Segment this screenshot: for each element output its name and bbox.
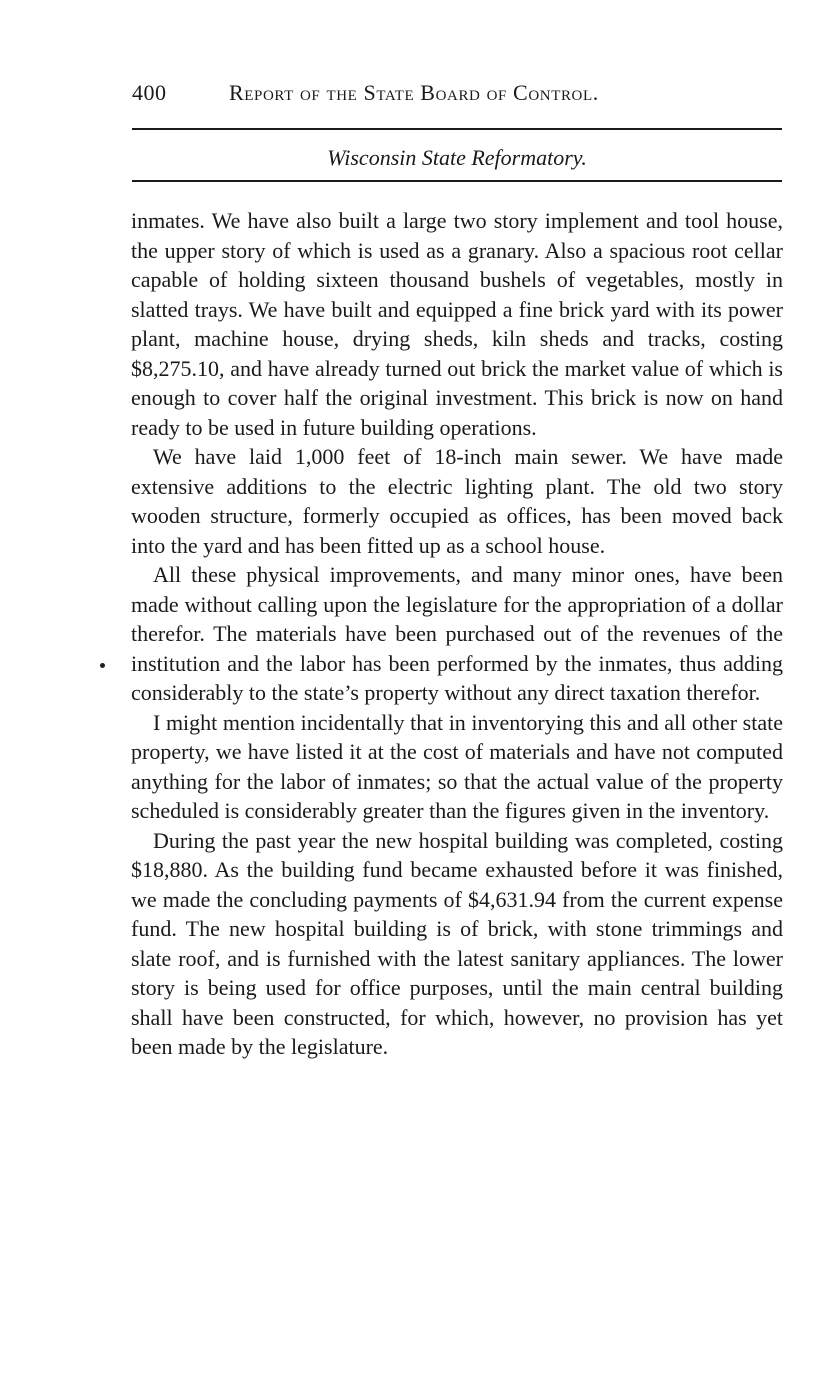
header-rule-bottom [132,180,782,182]
paragraph-hospital: During the past year the new hospital building was completed, costing $18,880. As the building fund became exhausted before it was finished, we made the concluding payments of $4,631.94 from the current expense fund. The new hospital building is of brick, with stone trimmings and slate roof, and is furnished with the latest sanitary appliances. The lower story is being used for office purposes, until the main central building shall have been constructed, for which, however, no provision has yet been made by the legislature. [131,827,783,1059]
section-subhead: Wisconsin State Reformatory. [327,145,587,170]
paragraph-continuation: inmates. We have also built a large two story implement and tool house, the upper story of which is used as a granary. Also a spacious root cellar capable of holding sixteen thousand bushels of vegetables, mostly in slatted trays. We have built and equipped a fine brick yard with its power plant, machine house, drying sheds, kiln sheds and tracks, costing $8,275.10, and have already turned out brick the market value of which is enough to cover half the original investment. This brick is now on hand ready to be used in future building operations. [131,208,783,440]
paragraph-inventory: I might mention incidentally that in inventorying this and all other state property, we have listed it at the cost of materials and have not computed anything for the labor of inmates; so that the actual value of the property scheduled is considerably greater than the figures given in the inventory. [131,709,783,823]
page-number: 400 [132,80,167,105]
running-title: Report of the State Board of Control. [229,80,599,105]
body-text [131,206,783,1062]
margin-dot [100,663,105,668]
page-header [132,76,782,110]
header-rule-top [132,128,782,130]
paragraph-sewer: We have laid 1,000 feet of 18-inch main sewer. We have made extensive additions to the electric lighting plant. The old two story wooden structure, formerly occupied as offices, has been moved back into the yard and has been fitted up as a school house. [131,444,783,558]
paragraph-improvements: All these physical improvements, and many minor ones, have been made without calling upon the legislature for the appropriation of a dollar therefor. The materials have been purchased out of the revenues of the institution and the labor has been performed by the inmates, thus adding considerably to the state’s property without any direct taxation therefor. [131,562,783,705]
